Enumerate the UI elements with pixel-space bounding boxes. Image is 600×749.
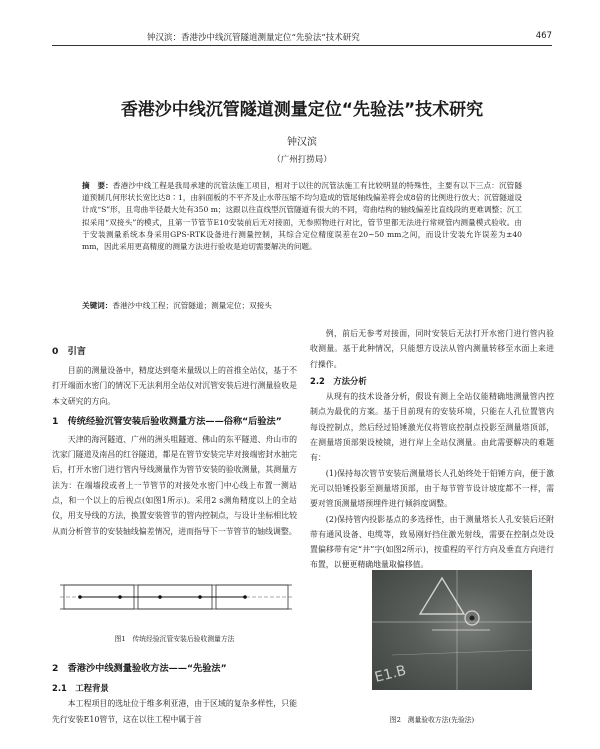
section-2-1-paragraph: 本工程项目的选址位于维多利亚港，由于区域的复杂多样性，只能先行安装E10管节，这在以往工程中属于首 <box>52 699 297 724</box>
keywords <box>82 300 522 312</box>
figure-1-drawing <box>60 577 292 617</box>
keywords-text: 香港沙中线工程；沉管隧道；测量定位；双接头 <box>112 301 272 310</box>
section-1-heading: 1 传统经验沉管安装后验收测量方法——俗称“后验法” <box>52 415 282 427</box>
section-2-2-paragraph-2: (1)保持每次管节安装后测量塔长人孔始终处于铅锤方向，便于激光可以铅锤投影至测量塔顶部，由于每节管节设计坡度都不一样，需要对管顶测量塔预埋件进行倾斜度调整。 <box>310 468 554 509</box>
figure-2-photo <box>372 570 532 690</box>
keywords-label: 关键词： <box>82 301 113 310</box>
continued-paragraph: 例，前后无参考对接面，同时安装后无法打开水密门进行管内验收测量。基于此种情况，只能想方设法从管内测量转移至水面上来进行操作。 <box>310 329 554 369</box>
figure-1 <box>60 577 292 617</box>
figure-2-caption: 图2 测量验收方法(先验法) <box>389 716 475 724</box>
right-column <box>310 326 554 573</box>
section-0-heading: 0 引言 <box>52 346 86 357</box>
section-2-heading: 2 香港沙中线测量验收方法——“先验法” <box>52 663 227 674</box>
section-1-paragraph: 天津的海河隧道、广州的洲头咀隧道、佛山的东平隧道、舟山市的沈家门隧道及南昌的红谷隧道，都是在管节安装完毕对接端密封水抽完后，打开水密门进行管内导线测量作为管节安装的验收测量，其测量方法为：在端墙段或者上一节管节的对接处水密门中心线上布置一测站点，和一个以上的后视点(如图1所示)。采用2 s测角精度以上的全站仪，用支导线的方法，换置安装管节的管内控制点，与设计坐标相比较从而分析管节的安装轴线偏差情况，进而指导下一节管节的轴线调整。 <box>52 434 297 536</box>
figure-2-mark-label: E1.B <box>373 662 408 686</box>
figure-1-caption: 图1 传统经验沉管安装后验收测量方法 <box>114 635 235 643</box>
left-column-top <box>52 345 297 539</box>
abstract <box>82 180 522 253</box>
left-column-bottom <box>52 662 297 727</box>
section-2-2-paragraph-3: (2)保持管内投影基点的多选择性，由于测量塔长人孔安装后还附带有通风设备、电缆等，致易刚好挡住激光射线，需要在控制点处设置偏移带有定“井”字(如图2所示)，按重程的平行方向及垂直方向进行布置，以便更精确地量取偏移值。 <box>310 514 554 570</box>
article-author: 钟汉滨 <box>287 137 317 148</box>
abstract-text: 香港沙中线工程是我局承建的沉管法施工项目，相对于以往的沉管法施工有比较明显的特殊性，主要有以下三点：沉管隧道预制几何形状长宽比达8∶1，由斜面板的不平齐及止水带压缩不均匀造成的管尾轴线偏差将会成8倍的比例进行放大；沉管隧道设计成“S”形，且弯曲半径最大处有350 m；这跟以往直线型沉管隧道有很大的不同，弯曲结构的轴线偏差比直线段的更难调整；沉工拟采用“双接头”的模式，且第一节管节E10安装前后无对接面，无参照物进行对比，管节里都无法进行常规管内测量模式验收。由于安装测量系统本身采用GPS-RTK设备进行测量控制，其综合定位精度误差在20~50 mm之间，而设计安装允许误差为±40 mm，因此采用更高精度的测量方法进行验收是迫切需要解决的问题。 <box>82 181 522 252</box>
section-0-paragraph: 目前的测量设备中，精度达到毫米量级以上的首推全站仪，基于不打开端面水密门的情况下无法利用全站仪对沉管安装后进行测量验收是本文研究的方向。 <box>52 366 297 406</box>
section-2-2-heading: 2.2 方法分析 <box>310 375 367 386</box>
article-affiliation: （广州打捞局） <box>272 155 332 165</box>
page-number: 467 <box>535 31 552 41</box>
article-title: 香港沙中线沉管隧道测量定位“先验法”技术研究 <box>120 100 484 120</box>
abstract-label: 摘 要： <box>82 181 113 190</box>
section-2-2-paragraph-1: 从现有的技术设备分析，假设有测上全站仪能精确地测量管内控制点为最优的方案。基于目前现有的安装环境，只能在人孔位置管内每设控制点，然后经过铅锤激光仪将管底控制点投影至测量塔顶部，在测量塔顶部架设棱镜，进行岸上全站仪测量。由此需要解决的难题有： <box>310 392 554 463</box>
figure-2-markings <box>372 570 532 690</box>
running-header <box>52 30 552 46</box>
running-title: 钟汉滨：香港沙中线沉管隧道测量定位“先验法”技术研究 <box>147 33 360 43</box>
section-2-1-heading: 2.1 工程背景 <box>52 683 109 693</box>
